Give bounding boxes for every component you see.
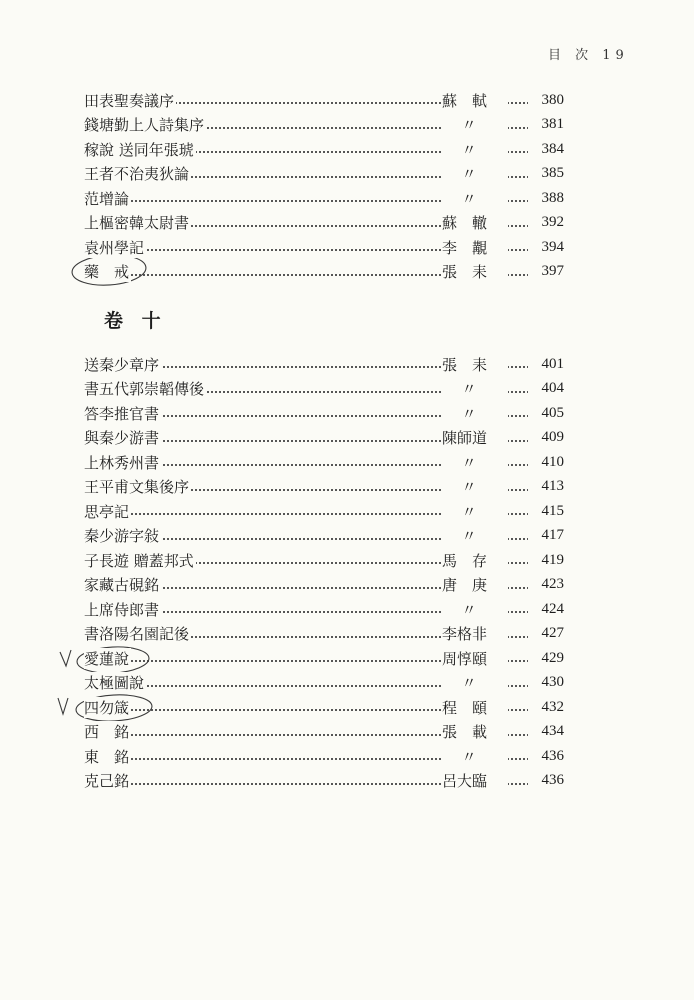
entry-author: 〃 [442, 672, 508, 693]
entry-author: 張 耒 [442, 261, 508, 282]
entry-author: 〃 [442, 525, 508, 546]
toc-entry [84, 499, 564, 524]
entry-page-number: 432 [528, 699, 564, 716]
toc-entry [84, 260, 564, 285]
entry-title: 四勿箴 [84, 698, 130, 717]
toc-entry [84, 744, 564, 769]
entry-author: 張 耒 [442, 354, 508, 375]
entry-author: 馬 存 [442, 550, 508, 571]
entry-author: 陳師道 [442, 427, 508, 448]
entry-title: 范增論 [84, 189, 130, 208]
toc-section-1 [84, 88, 564, 284]
entry-author: 李 覯 [442, 237, 508, 258]
toc-entry [84, 113, 564, 138]
toc-entry [84, 646, 564, 671]
entry-page-number: 380 [528, 92, 564, 109]
entry-page-number: 388 [528, 190, 564, 207]
entry-title: 上席侍郎書 [84, 600, 160, 619]
entry-author: 周惇頤 [442, 648, 508, 669]
toc-entry [84, 597, 564, 622]
entry-author: 李格非 [442, 623, 508, 644]
running-header [548, 44, 629, 63]
entry-title: 稼說 送同年張琥 [84, 140, 194, 159]
toc-entry [84, 475, 564, 500]
entry-author: 蘇 軾 [442, 90, 508, 111]
entry-author: 〃 [442, 746, 508, 767]
entry-title: 藥 戒 [84, 263, 130, 282]
entry-author: 〃 [442, 188, 508, 209]
toc-entry [84, 235, 564, 260]
entry-title: 西 銘 [84, 723, 130, 742]
entry-author: 唐 庚 [442, 574, 508, 595]
toc-entry [84, 137, 564, 162]
entry-page-number: 409 [528, 429, 564, 446]
entry-page-number: 417 [528, 527, 564, 544]
entry-title: 錢塘勤上人詩集序 [84, 116, 205, 135]
entry-title: 與秦少游書 [84, 429, 160, 448]
entry-title: 秦少游字敍 [84, 527, 160, 546]
entry-page-number: 394 [528, 239, 564, 256]
entry-page-number: 404 [528, 380, 564, 397]
entry-title: 書洛陽名園記後 [84, 625, 190, 644]
entry-page-number: 430 [528, 674, 564, 691]
entry-title: 書五代郭崇韜傳後 [84, 380, 205, 399]
entry-author: 〃 [442, 403, 508, 424]
entry-title: 答李推官書 [84, 404, 160, 423]
toc-entry [84, 450, 564, 475]
entry-title: 太極圖說 [84, 674, 145, 693]
entry-author: 蘇 轍 [442, 212, 508, 233]
header-page-number: 19 [602, 48, 629, 63]
pencil-check-mark [60, 650, 71, 666]
toc-entry [84, 769, 564, 794]
juan-heading: 卷 十 [104, 310, 167, 332]
toc-entry [84, 524, 564, 549]
entry-author: 呂大臨 [442, 770, 508, 791]
toc-entry [84, 720, 564, 745]
entry-page-number: 436 [528, 772, 564, 789]
entry-title: 送秦少章序 [84, 355, 160, 374]
entry-title: 家藏古硯銘 [84, 576, 160, 595]
toc-entry [84, 211, 564, 236]
entry-author: 〃 [442, 163, 508, 184]
toc-section-2 [84, 352, 564, 793]
entry-page-number: 423 [528, 576, 564, 593]
pencil-check-mark [58, 698, 68, 714]
entry-page-number: 392 [528, 214, 564, 231]
entry-title: 思亭記 [84, 502, 130, 521]
toc-entry [84, 426, 564, 451]
entry-page-number: 419 [528, 552, 564, 569]
entry-page-number: 427 [528, 625, 564, 642]
entry-title: 上樞密韓太尉書 [84, 214, 190, 233]
entry-author: 〃 [442, 378, 508, 399]
entry-author: 張 載 [442, 721, 508, 742]
entry-page-number: 413 [528, 478, 564, 495]
entry-title: 東 銘 [84, 747, 130, 766]
toc-entry [84, 695, 564, 720]
entry-page-number: 434 [528, 723, 564, 740]
entry-page-number: 405 [528, 405, 564, 422]
toc-entry [84, 186, 564, 211]
running-title: 目 次 [548, 48, 594, 63]
entry-page-number: 410 [528, 454, 564, 471]
entry-author: 〃 [442, 501, 508, 522]
entry-title: 子長遊 贈蓋邦式 [84, 551, 194, 570]
toc-entry [84, 401, 564, 426]
entry-title: 王者不治夷狄論 [84, 165, 190, 184]
entry-title: 上林秀州書 [84, 453, 160, 472]
entry-author: 〃 [442, 476, 508, 497]
entry-title: 愛蓮說 [84, 649, 130, 668]
entry-author: 程 頤 [442, 697, 508, 718]
entry-page-number: 401 [528, 356, 564, 373]
toc-entry [84, 377, 564, 402]
entry-page-number: 381 [528, 116, 564, 133]
entry-page-number: 429 [528, 650, 564, 667]
toc-entry [84, 352, 564, 377]
entry-title: 袁州學記 [84, 238, 145, 257]
entry-author: 〃 [442, 452, 508, 473]
entry-title: 田表聖奏議序 [84, 91, 175, 110]
toc-entry [84, 622, 564, 647]
entry-page-number: 415 [528, 503, 564, 520]
entry-page-number: 397 [528, 263, 564, 280]
entry-page-number: 436 [528, 748, 564, 765]
toc-entry [84, 671, 564, 696]
toc-entry [84, 573, 564, 598]
entry-author: 〃 [442, 599, 508, 620]
toc-entry [84, 162, 564, 187]
toc-entry [84, 548, 564, 573]
entry-author: 〃 [442, 114, 508, 135]
entry-title: 克己銘 [84, 772, 130, 791]
entry-page-number: 424 [528, 601, 564, 618]
entry-title: 王平甫文集後序 [84, 478, 190, 497]
entry-page-number: 384 [528, 141, 564, 158]
entry-page-number: 385 [528, 165, 564, 182]
toc-entry [84, 88, 564, 113]
entry-author: 〃 [442, 139, 508, 160]
